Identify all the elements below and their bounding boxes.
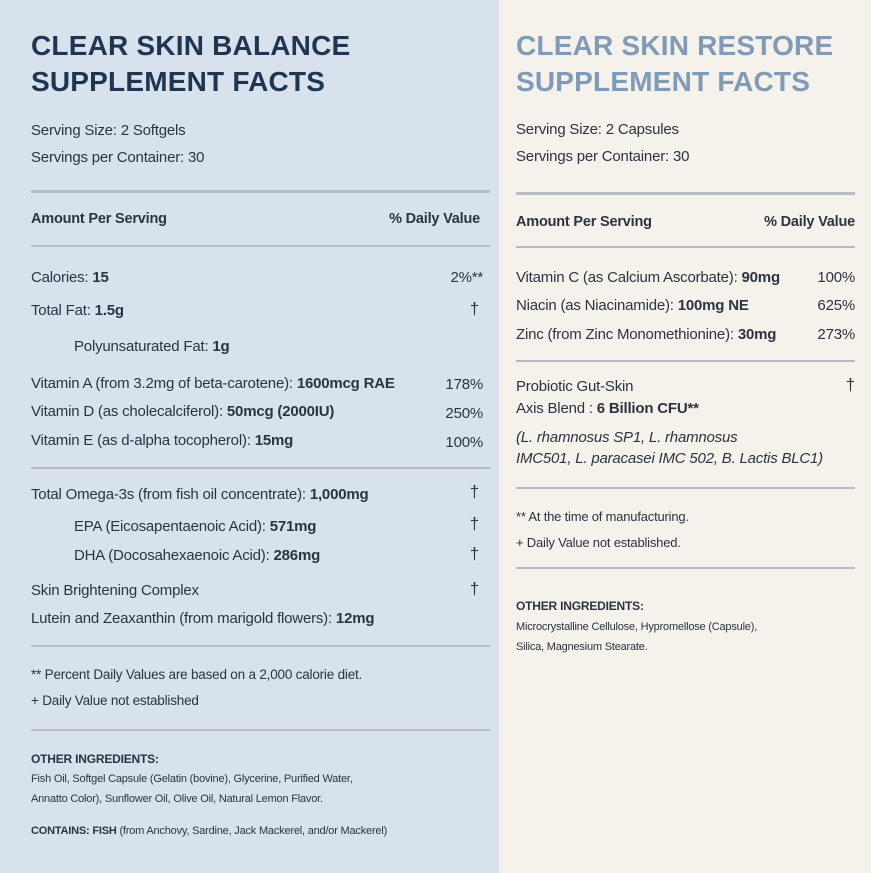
balance-servings-per-container: Servings per Container: 30: [31, 149, 205, 166]
nutrient-dv: †: [469, 299, 479, 318]
balance-title-line1: CLEAR SKIN BALANCE: [31, 30, 351, 61]
probiotic-strains-line1: (L. rhamnosus SP1, L. rhamnosus: [516, 429, 738, 446]
restore-title: [516, 28, 833, 100]
probiotic-line1: Probiotic Gut-Skin: [516, 378, 634, 395]
divider: [516, 192, 855, 195]
restore-amount-header: Amount Per Serving: [516, 214, 652, 230]
balance-other-ingredients-label: OTHER INGREDIENTS:: [31, 752, 159, 766]
nutrient-row: Skin Brightening Complex: [31, 582, 199, 599]
nutrient-dv: 625%: [817, 297, 855, 314]
balance-amount-header: Amount Per Serving: [31, 211, 167, 227]
probiotic-dv: †: [845, 375, 855, 394]
restore-other-ingredients-label: OTHER INGREDIENTS:: [516, 599, 644, 613]
balance-other-ingredients-line1: Fish Oil, Softgel Capsule (Gelatin (bovine), Glycerine, Purified Water,: [31, 773, 353, 785]
nutrient-dv: 273%: [817, 326, 855, 343]
divider: [516, 246, 855, 248]
balance-dv-header: % Daily Value: [389, 211, 480, 227]
balance-other-ingredients-line2: Annatto Color), Sunflower Oil, Olive Oil, Natural Lemon Flavor.: [31, 793, 323, 805]
nutrient-dv: 178%: [445, 376, 483, 393]
divider: [31, 729, 490, 731]
restore-servings-per-container: Servings per Container: 30: [516, 148, 690, 165]
nutrient-dv: 100%: [445, 434, 483, 451]
nutrient-dv: 250%: [445, 405, 483, 422]
nutrient-row: Niacin (as Niacinamide): 100mg NE: [516, 297, 749, 314]
restore-footnote-manufacturing: ** At the time of manufacturing.: [516, 509, 689, 524]
divider: [31, 645, 490, 647]
restore-title-line2: SUPPLEMENT FACTS: [516, 66, 811, 97]
divider: [31, 467, 490, 469]
restore-dv-header: % Daily Value: [764, 214, 855, 230]
nutrient-dv: 2%**: [450, 269, 483, 286]
nutrient-row-sub: DHA (Docosahexaenoic Acid): 286mg: [74, 547, 321, 564]
nutrient-row: Total Omega-3s (from fish oil concentrate): 1,000mg: [31, 486, 369, 503]
nutrient-row-sub: EPA (Eicosapentaenoic Acid): 571mg: [74, 518, 317, 535]
nutrient-dv: 100%: [817, 269, 855, 286]
nutrient-row: Zinc (from Zinc Monomethionine): 30mg: [516, 326, 777, 343]
nutrient-row-sub: Polyunsaturated Fat: 1g: [74, 338, 230, 355]
balance-serving-size: Serving Size: 2 Softgels: [31, 122, 186, 139]
nutrient-row: Calories: 15: [31, 269, 109, 286]
nutrient-dv: †: [469, 482, 479, 501]
nutrient-row: Vitamin E (as d-alpha tocopherol): 15mg: [31, 432, 294, 449]
balance-title-line2: SUPPLEMENT FACTS: [31, 66, 326, 97]
restore-footnote-not-established: + Daily Value not established.: [516, 535, 681, 550]
probiotic-line2: Axis Blend : 6 Billion CFU**: [516, 400, 699, 417]
balance-title: [31, 28, 350, 100]
probiotic-strains-line2: IMC501, L. paracasei IMC 502, B. Lactis BLC1): [516, 450, 823, 467]
nutrient-row: Vitamin C (as Calcium Ascorbate): 90mg: [516, 269, 780, 286]
nutrient-dv: †: [469, 514, 479, 533]
balance-contains: CONTAINS: FISH (from Anchovy, Sardine, Jack Mackerel, and/or Mackerel): [31, 825, 388, 837]
restore-serving-size: Serving Size: 2 Capsules: [516, 121, 679, 138]
nutrient-row: Vitamin D (as cholecalciferol): 50mcg (2000IU): [31, 403, 335, 420]
divider: [31, 245, 490, 247]
nutrient-dv: †: [469, 579, 479, 598]
restore-other-ingredients-line1: Microcrystalline Cellulose, Hypromellose (Capsule),: [516, 621, 758, 633]
restore-other-ingredients-line2: Silica, Magnesium Stearate.: [516, 641, 648, 653]
restore-title-line1: CLEAR SKIN RESTORE: [516, 30, 834, 61]
divider: [516, 360, 855, 362]
nutrient-row: Vitamin A (from 3.2mg of beta-carotene): 1600mcg RAE: [31, 375, 395, 392]
nutrient-row: Total Fat: 1.5g: [31, 302, 124, 319]
restore-panel: [499, 0, 871, 873]
balance-footnote-dv: ** Percent Daily Values are based on a 2,000 calorie diet.: [31, 667, 363, 682]
balance-footnote-not-established: + Daily Value not established: [31, 693, 199, 708]
divider: [516, 487, 855, 489]
divider: [31, 190, 490, 193]
nutrient-row: Lutein and Zeaxanthin (from marigold flowers): 12mg: [31, 610, 375, 627]
divider: [516, 567, 855, 569]
nutrient-dv: †: [469, 544, 479, 563]
